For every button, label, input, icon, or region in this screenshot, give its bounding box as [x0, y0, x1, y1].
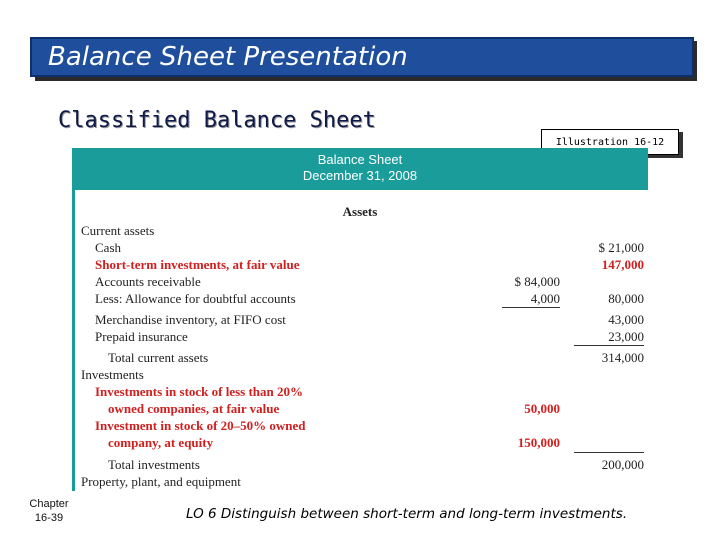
sum-underline — [574, 345, 644, 346]
row-label: Investments in stock of less than 20% — [95, 384, 304, 399]
balance-sheet-row — [72, 474, 648, 491]
row-label: Property, plant, and equipment — [81, 474, 241, 489]
assets-heading: Assets — [342, 204, 378, 219]
title-banner — [30, 37, 694, 77]
balance-sheet-panel — [72, 148, 648, 491]
row-amount-inner: 150,000 — [517, 435, 560, 450]
row-label: Short-term investments, at fair value — [95, 257, 300, 272]
balance-sheet-row — [72, 257, 648, 274]
row-amount-inner: $ 84,000 — [514, 274, 560, 289]
row-label: Investment in stock of 20–50% owned — [95, 418, 306, 433]
balance-sheet-title: Balance Sheet — [317, 152, 403, 167]
balance-sheet-row — [72, 435, 648, 452]
balance-sheet-row — [72, 274, 648, 291]
row-amount-outer: 314,000 — [601, 350, 644, 365]
balance-sheet-row — [72, 240, 648, 257]
balance-sheet-row — [72, 401, 648, 418]
chapter-page: 16-39 — [34, 512, 64, 524]
chapter-word: Chapter — [29, 498, 69, 510]
balance-sheet-row — [72, 329, 648, 346]
row-label: Total investments — [108, 457, 200, 472]
balance-sheet-date: December 31, 2008 — [302, 168, 418, 183]
row-label: Total current assets — [108, 350, 209, 365]
slide-subtitle: Classified Balance Sheet — [58, 108, 376, 133]
sum-underline — [502, 307, 560, 308]
balance-sheet-row — [72, 350, 648, 367]
chapter-label — [20, 497, 78, 525]
row-label: Less: Allowance for doubtful accounts — [95, 291, 296, 306]
balance-sheet-row — [72, 384, 648, 401]
balance-sheet-row — [72, 418, 648, 435]
balance-sheet-row — [72, 291, 648, 308]
sum-underline — [574, 452, 644, 453]
row-amount-inner: 4,000 — [530, 291, 560, 306]
illustration-tag: Illustration 16-12 — [541, 129, 679, 155]
slide-title: Balance Sheet Presentation — [48, 42, 408, 72]
row-amount-outer: 200,000 — [601, 457, 644, 472]
row-amount-outer: 80,000 — [608, 291, 644, 306]
row-amount-outer: 23,000 — [608, 329, 644, 344]
balance-sheet-row — [72, 223, 648, 240]
row-label: Accounts receivable — [95, 274, 201, 289]
row-label: Cash — [95, 240, 121, 255]
balance-sheet-header — [72, 148, 648, 190]
row-label: owned companies, at fair value — [108, 401, 280, 416]
row-label: Investments — [81, 367, 144, 382]
learning-objective: LO 6 Distinguish between short-term and long-term investments. — [186, 506, 628, 522]
balance-sheet-row — [72, 312, 648, 329]
row-label: company, at equity — [108, 435, 214, 450]
row-amount-inner: 50,000 — [524, 401, 560, 416]
row-label: Merchandise inventory, at FIFO cost — [95, 312, 286, 327]
row-label: Current assets — [81, 223, 155, 238]
row-amount-outer: 43,000 — [608, 312, 644, 327]
row-amount-outer: 147,000 — [601, 257, 644, 272]
row-label: Prepaid insurance — [95, 329, 188, 344]
row-amount-outer: $ 21,000 — [598, 240, 644, 255]
balance-sheet-row — [72, 457, 648, 474]
balance-sheet-row — [72, 367, 648, 384]
